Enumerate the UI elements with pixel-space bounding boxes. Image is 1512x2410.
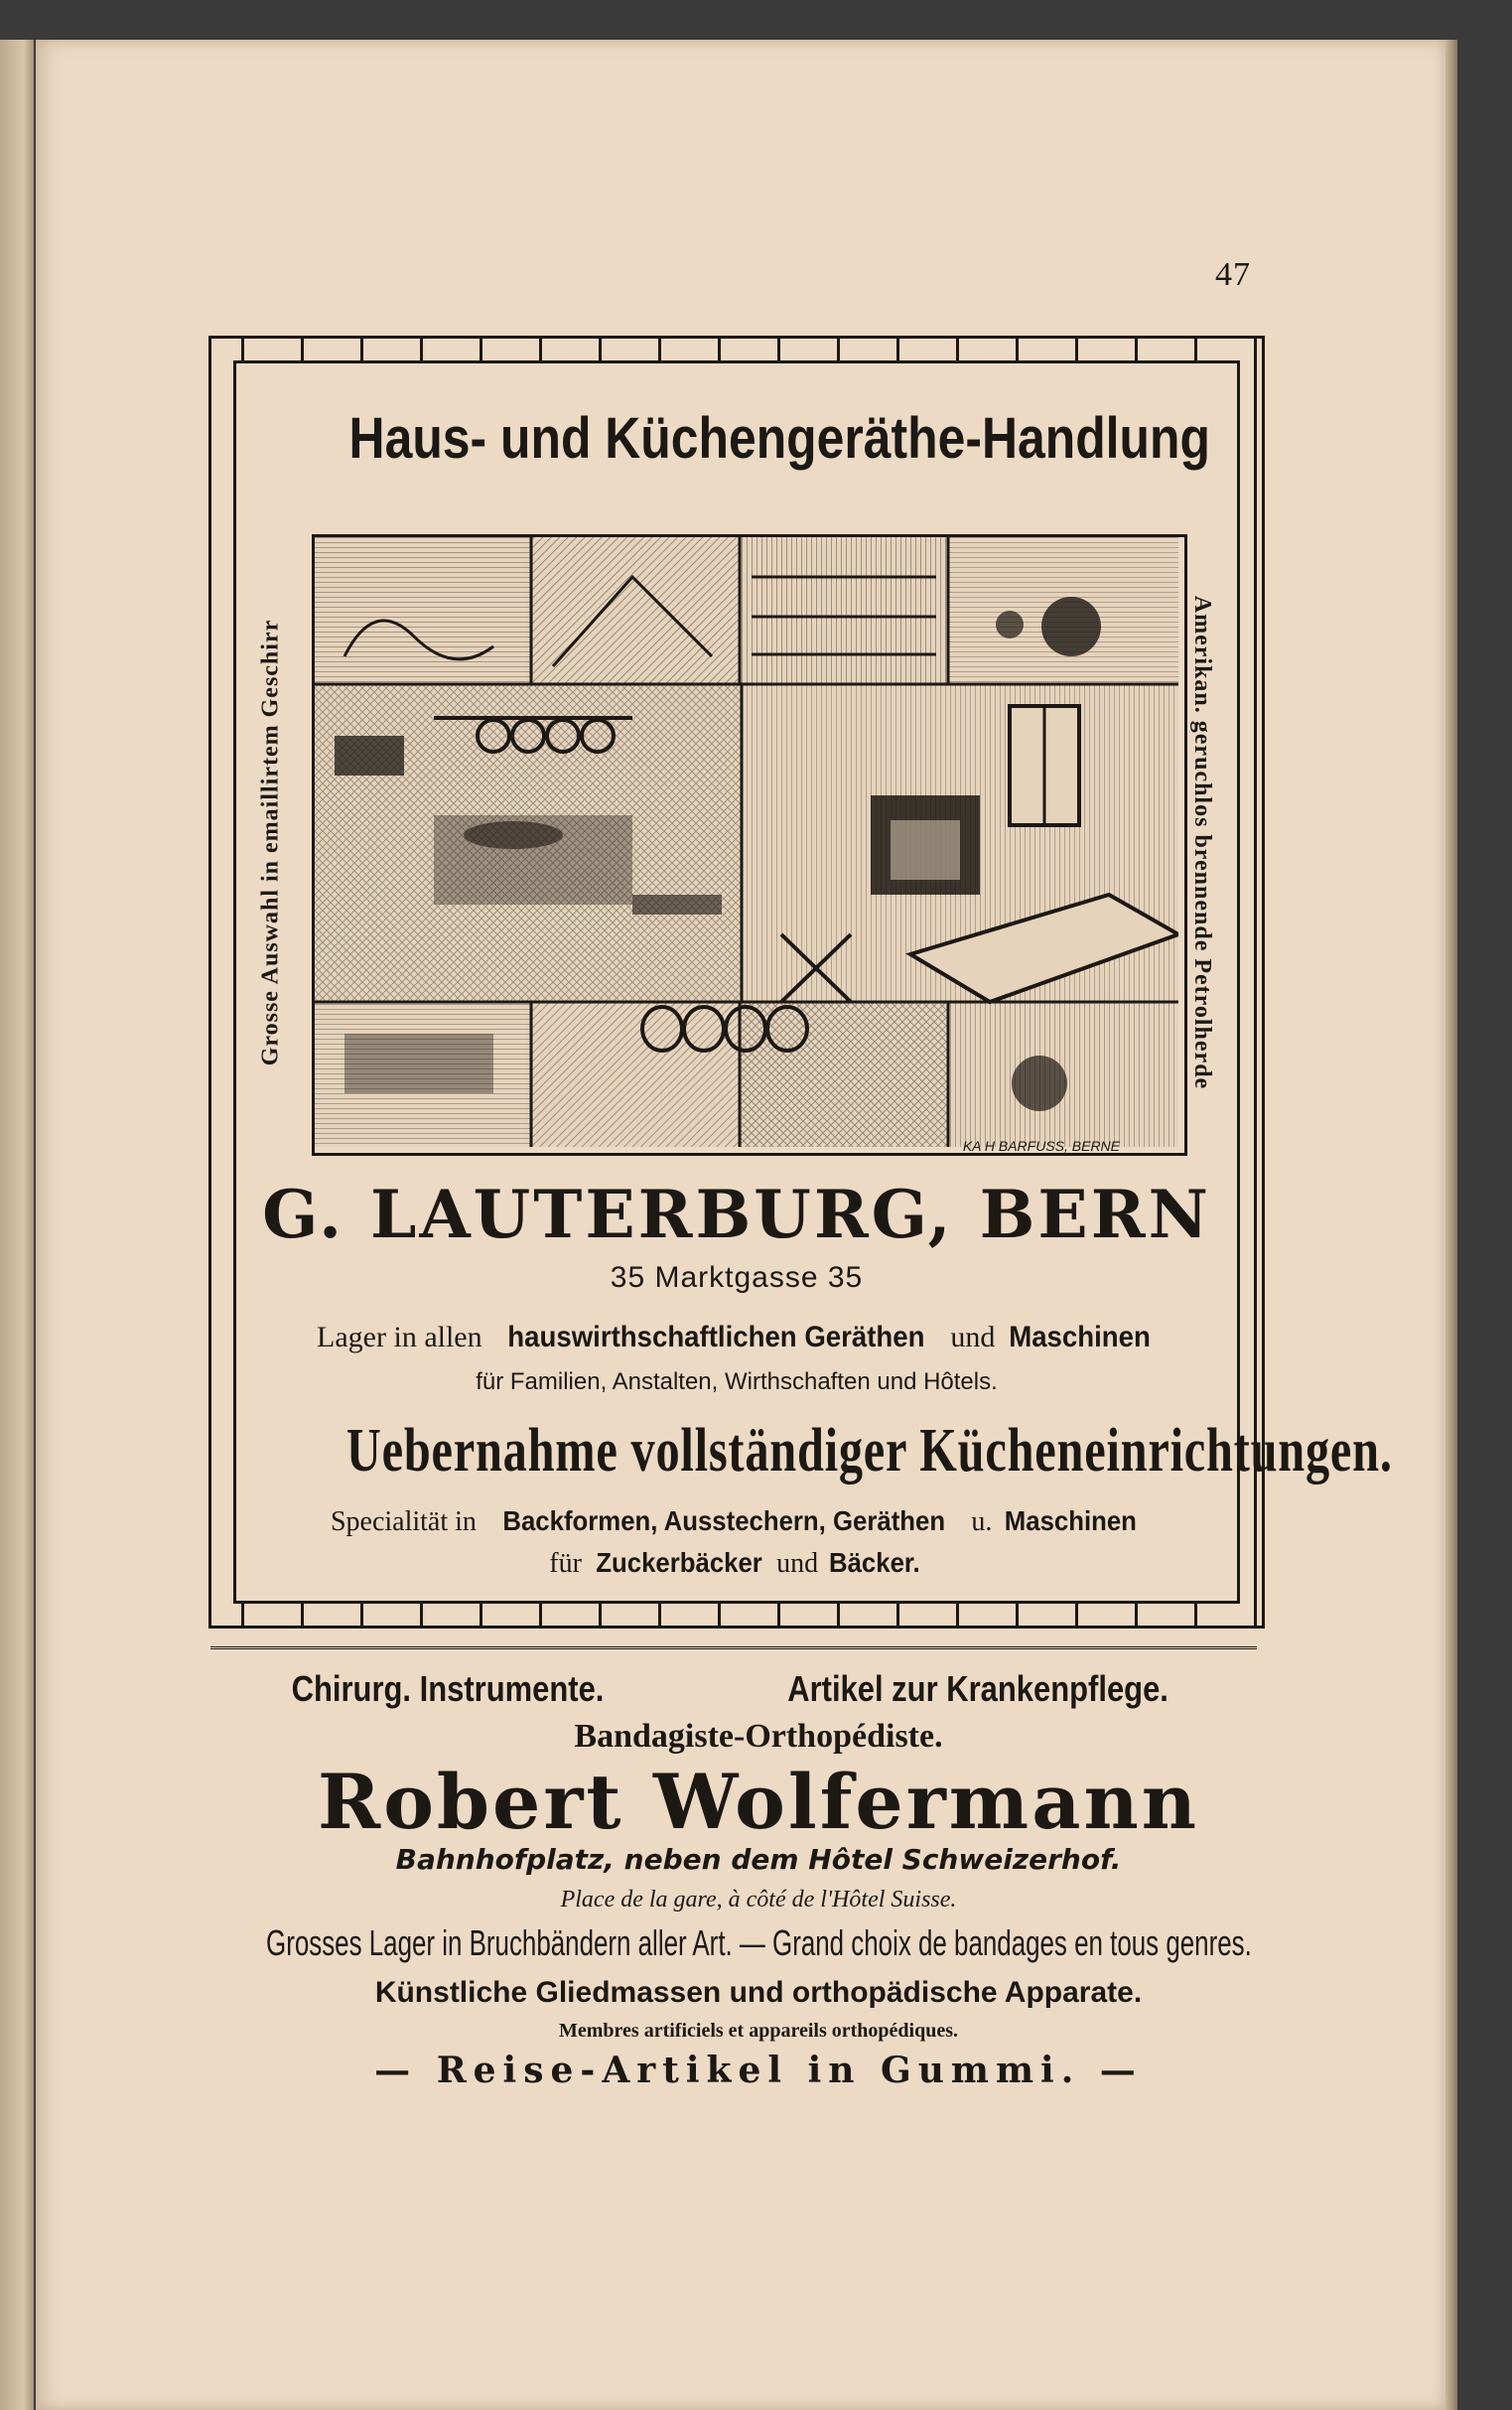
side-text-left-label: Grosse Auswahl in emaillirtem Geschirr xyxy=(257,619,284,1065)
page xyxy=(36,40,1445,2410)
lager-prefix: Lager in allen xyxy=(317,1321,482,1353)
firm-name: G. LAUTERBURG, BERN xyxy=(262,1176,1211,1253)
heading-krankenpflege: Artikel zur Krankenpflege. xyxy=(787,1668,1168,1709)
special-u: u. xyxy=(971,1506,993,1537)
heading-chirurg: Chirurg. Instrumente. xyxy=(291,1668,605,1709)
bruchbaender-line xyxy=(36,1922,1445,1964)
advert-divider xyxy=(210,1646,1257,1649)
families-line: für Familien, Anstalten, Wirthschaften und Hôtels. xyxy=(476,1368,998,1395)
ad-lauterburg-panel xyxy=(233,360,1393,1604)
lager-bold-1: hauswirthschaftlichen Geräthen xyxy=(507,1321,925,1353)
lager-bold-2: Maschinen xyxy=(1009,1321,1151,1353)
engraver-signature: KA H BARFUSS, BERNE xyxy=(962,1138,1120,1154)
lager-und: und xyxy=(950,1321,996,1353)
zucker-fuer: für xyxy=(549,1548,582,1579)
special-bold-1: Backformen, Ausstechern, Geräthen xyxy=(502,1505,945,1536)
bruchbaender-text: Grosses Lager in Bruchbändern aller Art. — Grand choix de bandages en tous genres. xyxy=(265,1922,1252,1963)
wolfermann-name: Robert Wolfermann xyxy=(318,1758,1199,1846)
kitchen-engraving-illustration xyxy=(312,534,1187,1156)
page-number: 47 xyxy=(1215,256,1251,293)
zucker-und: und xyxy=(776,1548,819,1579)
zucker-bold-2: Bäcker. xyxy=(829,1547,920,1578)
side-text-left xyxy=(238,534,304,1150)
gliedmassen-line: Künstliche Gliedmassen und orthopädische Apparate. xyxy=(374,1976,1143,2009)
reise-artikel-line: — Reise-Artikel in Gummi. — xyxy=(374,2050,1143,2091)
wolfermann-address-de: Bahnhofplatz, neben dem Hôtel Schweizerhof. xyxy=(395,1843,1122,1876)
wolfermann-address-fr: Place de la gare, à côté de l'Hôtel Suisse. xyxy=(560,1887,957,1913)
ad-wolfermann-headings xyxy=(266,1668,1199,1710)
bandagiste-line: Bandagiste-Orthopédiste. xyxy=(574,1718,943,1755)
lager-line xyxy=(236,1321,1237,1354)
previous-page-edge xyxy=(0,40,34,2410)
ad-lauterburg-frame xyxy=(208,336,1393,1629)
zuckerbaecker-line xyxy=(236,1547,1237,1580)
zucker-bold-1: Zuckerbäcker xyxy=(596,1547,762,1578)
special-bold-2: Maschinen xyxy=(1005,1505,1138,1536)
uebernahme-line: Uebernahme vollständiger Kücheneinrichtungen. xyxy=(345,1417,1393,1485)
engraving-top-row xyxy=(315,537,1178,684)
specialitaet-line xyxy=(236,1505,1237,1538)
firm-address: 35 Marktgasse 35 xyxy=(610,1261,864,1294)
ad-lauterburg-title: Haus- und Küchengeräthe-Handlung xyxy=(348,406,1210,471)
membres-line: Membres artificiels et appareils orthopédiques. xyxy=(559,2020,958,2042)
side-text-right-label: Amerikan. geruchlos brennende Petrolherde xyxy=(1189,595,1216,1089)
page-right-edge xyxy=(1445,40,1457,2410)
engraving-bottom-row xyxy=(315,1002,1178,1147)
special-prefix: Specialität in xyxy=(330,1506,477,1537)
engraving-middle-row xyxy=(315,684,1178,1002)
